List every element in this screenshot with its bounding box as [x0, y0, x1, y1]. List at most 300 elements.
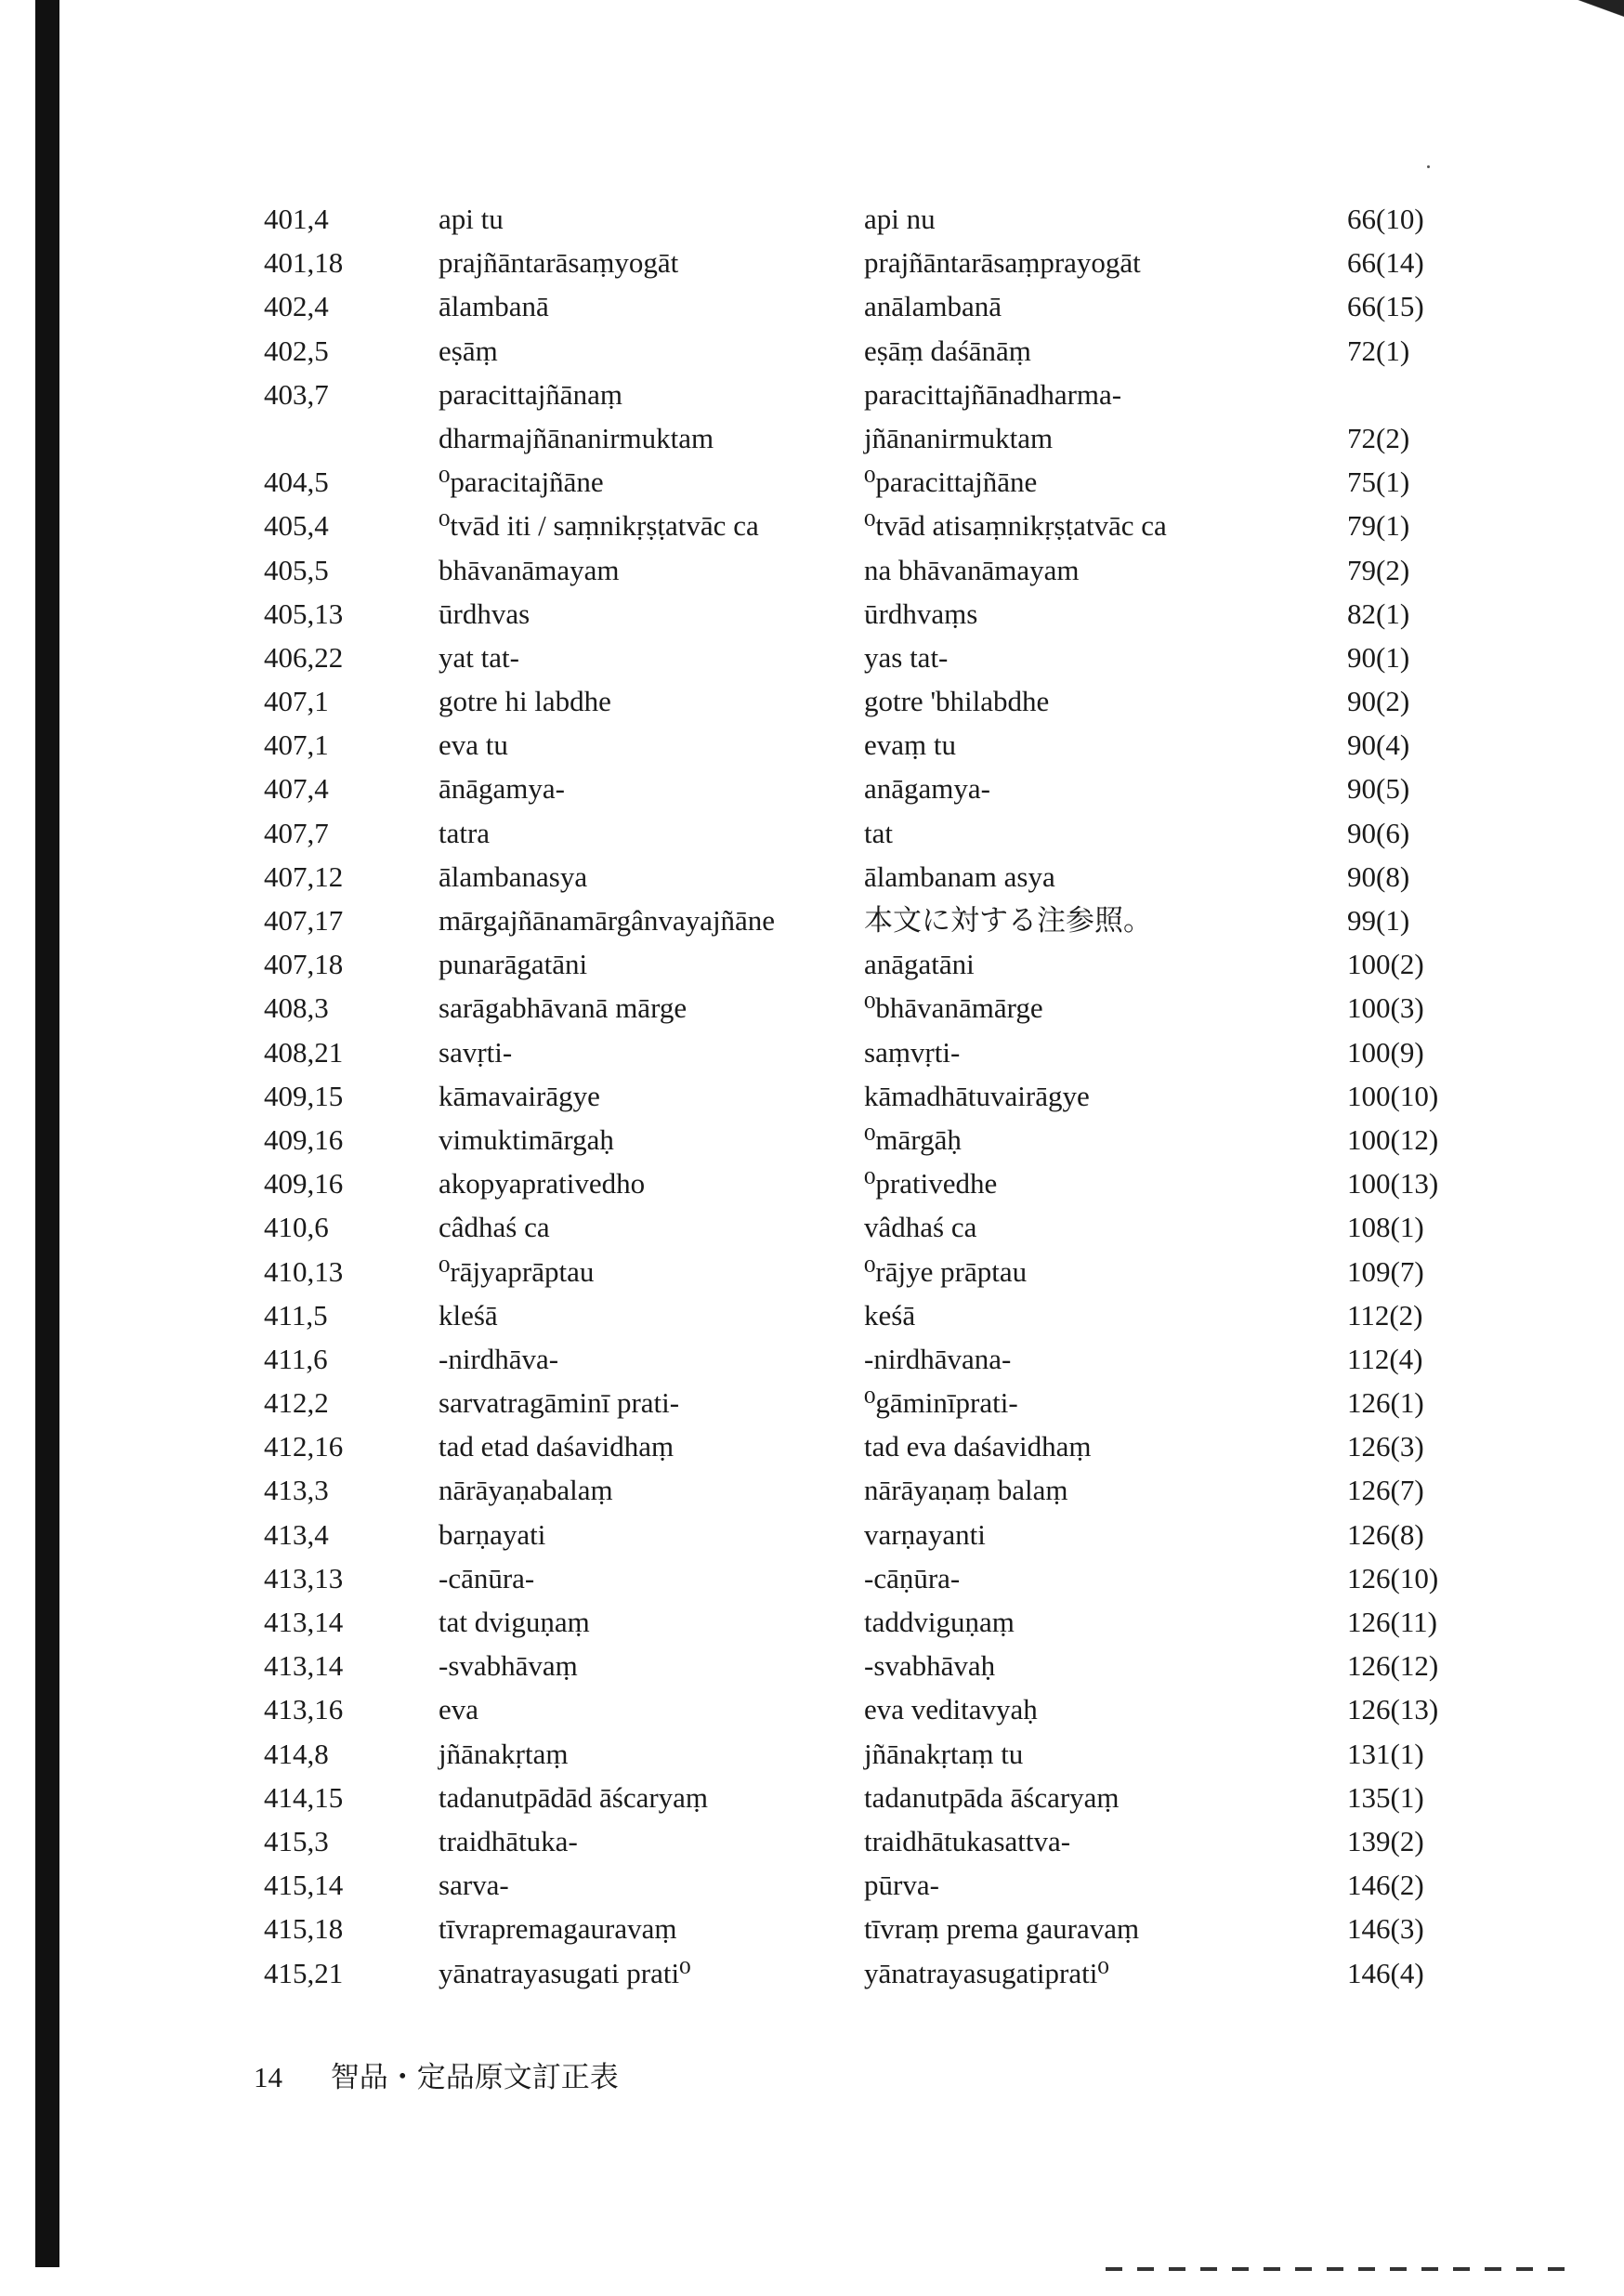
- corrected-cell: [864, 1205, 976, 1249]
- note-cell: [1347, 1424, 1424, 1468]
- ref-cell: [264, 1687, 343, 1731]
- original-cell: [439, 1030, 512, 1074]
- corrected-cell-text: saṃvṛti-: [864, 1035, 961, 1069]
- corrected-cell-text: ⁰paracittajñāne: [864, 466, 1038, 499]
- original-cell-text: câdhaś ca: [439, 1211, 550, 1244]
- corrected-cell: [864, 1556, 960, 1600]
- corrected-cell: [864, 1468, 1067, 1512]
- original-cell-text: kleśā: [439, 1298, 498, 1332]
- note-cell-text: 146(4): [1347, 1956, 1424, 1989]
- table-row: [251, 1468, 1459, 1512]
- ref-cell-text: 408,3: [264, 991, 329, 1025]
- ref-cell: [264, 1468, 329, 1512]
- ref-cell: [264, 1381, 329, 1424]
- ref-cell: [264, 329, 329, 373]
- corrected-cell: [864, 548, 1080, 592]
- ref-cell: [264, 592, 343, 636]
- corrected-cell-text: ⁰rājye prāptau: [864, 1254, 1028, 1288]
- ref-cell: [264, 1600, 343, 1644]
- note-cell-text: 66(10): [1347, 203, 1424, 235]
- note-cell: [1347, 679, 1409, 723]
- corrected-cell: [864, 1293, 915, 1337]
- table-row: [251, 1644, 1459, 1687]
- corrected-cell: [864, 1907, 1139, 1950]
- corrected-cell: [864, 1118, 962, 1161]
- original-cell-text: ālambanā: [439, 290, 549, 323]
- original-cell: [439, 1863, 509, 1907]
- note-cell-text: 126(13): [1347, 1693, 1439, 1726]
- table-row: [251, 636, 1459, 679]
- original-cell-text: jñānakṛtaṃ: [439, 1737, 569, 1770]
- ref-cell: [264, 1118, 343, 1161]
- note-cell: [1347, 1863, 1424, 1907]
- corrected-cell: [864, 241, 1141, 284]
- original-cell: [439, 1205, 550, 1249]
- ref-cell: [264, 373, 329, 416]
- ref-cell-text: 409,16: [264, 1122, 344, 1156]
- table-row: [251, 241, 1459, 284]
- original-cell-text: yānatrayasugati prati⁰: [439, 1956, 691, 1989]
- original-cell: [439, 1293, 498, 1337]
- corrected-cell-text: tad eva daśavidhaṃ: [864, 1430, 1092, 1463]
- ref-cell-text: 411,5: [264, 1298, 328, 1332]
- table-row: [251, 1863, 1459, 1907]
- original-cell-text: ālambanasya: [439, 859, 588, 893]
- note-cell-text: 100(3): [1347, 991, 1424, 1025]
- note-cell-text: 126(10): [1347, 1561, 1439, 1594]
- ref-cell-text: 402,4: [264, 290, 329, 323]
- original-cell: [439, 1819, 578, 1863]
- table-row: [251, 1074, 1459, 1118]
- note-cell: [1347, 592, 1409, 636]
- note-cell-text: 126(8): [1347, 1517, 1424, 1551]
- corrected-cell-text: prajñāntarāsaṃprayogāt: [864, 246, 1141, 280]
- corrected-cell-text: anāgamya-: [864, 772, 990, 806]
- corrected-cell-text: yānatrayasugatiprati⁰: [864, 1956, 1109, 1989]
- original-cell-text: -svabhāvaṃ: [439, 1649, 578, 1683]
- ref-cell-text: 409,16: [264, 1167, 344, 1200]
- corrected-cell-text: keśā: [864, 1298, 916, 1332]
- corrected-cell: [864, 899, 1152, 942]
- note-cell-text: 112(2): [1347, 1298, 1423, 1332]
- note-cell-text: 126(3): [1347, 1430, 1424, 1463]
- original-cell: [439, 241, 678, 284]
- original-cell: [439, 1161, 645, 1205]
- original-cell-text: api tu: [439, 203, 504, 235]
- ref-cell-text: 412,16: [264, 1430, 344, 1463]
- corrected-cell-text: evaṃ tu: [864, 728, 956, 762]
- note-cell-text: 100(12): [1347, 1122, 1439, 1156]
- ref-cell-text: 407,7: [264, 816, 329, 849]
- note-cell-text: 90(6): [1347, 816, 1410, 849]
- table-row: [251, 1513, 1459, 1556]
- corrected-cell-text: paracittajñānadharma-: [864, 377, 1122, 411]
- note-cell: [1347, 942, 1424, 986]
- ref-cell: [264, 899, 343, 942]
- ref-cell-text: 403,7: [264, 377, 329, 411]
- ref-cell: [264, 1556, 343, 1600]
- note-cell-text: 126(1): [1347, 1386, 1424, 1420]
- corrected-cell-text: api nu: [864, 203, 936, 235]
- note-cell: [1347, 1293, 1423, 1337]
- corrected-cell-text: ūrdhvaṃs: [864, 597, 978, 630]
- page-title: 智品・定品原文訂正表: [330, 2061, 619, 2093]
- ref-cell-text: 412,2: [264, 1386, 329, 1420]
- table-row: [251, 1381, 1459, 1424]
- ref-cell-text: 413,14: [264, 1649, 344, 1683]
- ref-cell-text: 407,18: [264, 948, 344, 981]
- original-cell-text: tadanutpādād āścaryaṃ: [439, 1780, 709, 1814]
- ref-cell-text: 413,16: [264, 1693, 344, 1726]
- original-cell-text: vimuktimārgaḥ: [439, 1122, 614, 1156]
- table-row: [251, 1250, 1459, 1293]
- corrected-cell-text: ⁰gāminīprati-: [864, 1386, 1018, 1420]
- note-cell-text: 82(1): [1347, 597, 1410, 630]
- ref-cell-text: 407,1: [264, 685, 329, 718]
- note-cell-text: 108(1): [1347, 1211, 1424, 1244]
- corrected-cell: [864, 1161, 997, 1205]
- original-cell-text: sarvatragāminī prati-: [439, 1386, 680, 1420]
- original-cell-text: akopyaprativedho: [439, 1167, 646, 1200]
- note-cell: [1347, 1687, 1438, 1731]
- ref-cell: [264, 679, 329, 723]
- original-cell: [439, 942, 587, 986]
- ref-cell: [264, 767, 329, 810]
- table-row: [251, 855, 1459, 899]
- table-row: [251, 1030, 1459, 1074]
- ref-cell: [264, 1205, 329, 1249]
- note-cell-text: 90(2): [1347, 685, 1410, 718]
- note-cell: [1347, 636, 1409, 679]
- original-cell-text: -nirdhāva-: [439, 1342, 559, 1375]
- table-row: [251, 1687, 1459, 1731]
- table-row: [251, 1161, 1459, 1205]
- note-cell: [1347, 241, 1424, 284]
- original-cell: [439, 1468, 613, 1512]
- page-footer: [254, 2053, 619, 2095]
- note-cell-text: 75(1): [1347, 466, 1410, 499]
- corrected-cell: [864, 1776, 1120, 1819]
- bottom-rule: [1106, 2267, 1570, 2271]
- ref-cell-text: 413,13: [264, 1561, 344, 1594]
- note-cell-text: 126(7): [1347, 1474, 1424, 1507]
- ref-cell-text: 410,6: [264, 1211, 329, 1244]
- corrected-cell-text: ⁰prativedhe: [864, 1167, 998, 1200]
- corrected-cell-text: traidhātukasattva-: [864, 1824, 1071, 1857]
- corrected-cell-text: eva veditavyaḥ: [864, 1693, 1038, 1726]
- original-cell: [439, 1644, 578, 1687]
- ref-cell-text: 409,15: [264, 1079, 344, 1112]
- corrected-cell-text: nārāyaṇaṃ balaṃ: [864, 1474, 1068, 1507]
- table-row: [251, 986, 1459, 1030]
- note-cell: [1347, 855, 1409, 899]
- original-cell-text: punarāgatāni: [439, 948, 588, 981]
- original-cell-text: sarāgabhāvanā mārge: [439, 991, 688, 1025]
- note-cell: [1347, 1250, 1424, 1293]
- note-cell-text: 146(2): [1347, 1869, 1424, 1902]
- note-cell: [1347, 1732, 1424, 1776]
- note-cell-text: 90(8): [1347, 859, 1410, 893]
- ref-cell: [264, 1819, 329, 1863]
- note-cell-text: 72(1): [1347, 334, 1410, 367]
- note-cell: [1347, 986, 1424, 1030]
- corrected-cell-text: gotre 'bhilabdhe: [864, 685, 1050, 718]
- original-cell-text: bhāvanāmayam: [439, 553, 620, 586]
- corrected-cell-text: varṇayanti: [864, 1517, 986, 1551]
- note-cell: [1347, 1951, 1424, 1995]
- original-cell-text: savṛti-: [439, 1035, 513, 1069]
- ref-cell-text: 415,3: [264, 1824, 329, 1857]
- table-row: [251, 1205, 1459, 1249]
- ref-cell: [264, 1074, 343, 1118]
- ref-cell: [264, 241, 343, 284]
- original-cell: [439, 1907, 676, 1950]
- original-cell: [439, 1687, 478, 1731]
- original-cell-text: ānāgamya-: [439, 772, 565, 806]
- corrected-cell-text: vâdhaś ca: [864, 1211, 977, 1244]
- note-cell: [1347, 1030, 1424, 1074]
- table-row: [251, 723, 1459, 767]
- note-cell-text: 131(1): [1347, 1737, 1424, 1770]
- ref-cell: [264, 1863, 343, 1907]
- note-cell: [1347, 767, 1409, 810]
- original-cell-text: ⁰rājyaprāptau: [439, 1254, 595, 1288]
- note-cell: [1347, 460, 1409, 504]
- note-cell: [1347, 548, 1409, 592]
- note-cell-text: 139(2): [1347, 1824, 1424, 1857]
- table-row: [251, 1424, 1459, 1468]
- ref-cell: [264, 1776, 343, 1819]
- ref-cell-text: 408,21: [264, 1035, 344, 1069]
- original-cell-text: tīvrapremagauravaṃ: [439, 1912, 677, 1946]
- note-cell: [1347, 1337, 1423, 1381]
- note-cell: [1347, 1556, 1438, 1600]
- note-cell: [1347, 1644, 1438, 1687]
- ref-cell: [264, 197, 329, 241]
- note-cell: [1347, 416, 1409, 460]
- table-row: [251, 460, 1459, 504]
- original-cell-text: dharmajñānanirmuktam: [439, 421, 714, 454]
- note-cell-text: 146(3): [1347, 1912, 1424, 1946]
- table-row: [251, 284, 1459, 328]
- corrected-cell: [864, 1687, 1038, 1731]
- corrected-cell-text: pūrva-: [864, 1869, 939, 1902]
- note-cell: [1347, 329, 1409, 373]
- original-cell: [439, 811, 490, 855]
- ref-cell-text: 410,13: [264, 1254, 344, 1288]
- table-row: [251, 1293, 1459, 1337]
- ref-cell: [264, 636, 343, 679]
- corrected-cell: [864, 373, 1121, 460]
- original-cell-text: ⁰tvād iti / saṃnikṛṣṭatvāc ca: [439, 509, 759, 543]
- original-cell-text: nārāyaṇabalaṃ: [439, 1474, 613, 1507]
- table-row: [251, 1337, 1459, 1381]
- original-cell-text: mārgajñānamārgânvayajñāne: [439, 904, 776, 938]
- note-cell-text: 109(7): [1347, 1254, 1424, 1288]
- corrected-cell-text: tat: [864, 816, 893, 849]
- original-cell-text: tatra: [439, 816, 491, 849]
- original-cell-text: ⁰paracitajñāne: [439, 466, 604, 499]
- corrected-cell-text: eṣāṃ daśānāṃ: [864, 334, 1031, 367]
- ref-cell-text: 415,18: [264, 1912, 344, 1946]
- ref-cell-text: 405,4: [264, 509, 329, 543]
- note-cell: [1347, 899, 1409, 942]
- corrected-cell: [864, 197, 936, 241]
- table-row: [251, 942, 1459, 986]
- corrected-cell: [864, 1819, 1070, 1863]
- corrected-cell: [864, 1030, 960, 1074]
- corrected-cell: [864, 811, 893, 855]
- ref-cell-text: 407,17: [264, 904, 344, 938]
- note-cell-text: 90(5): [1347, 772, 1410, 806]
- table-row: [251, 1907, 1459, 1950]
- original-cell-text: paracittajñānaṃ: [439, 377, 622, 411]
- note-cell-text: 72(2): [1347, 421, 1410, 454]
- note-cell-text: 79(2): [1347, 553, 1410, 586]
- corrected-cell: [864, 942, 975, 986]
- original-cell: [439, 504, 759, 547]
- corrected-cell-text: 本文に対する注参照。: [864, 904, 1152, 938]
- table-row: [251, 592, 1459, 636]
- corrected-cell: [864, 1951, 1109, 1995]
- ref-cell-text: 415,14: [264, 1869, 344, 1902]
- corrected-cell-text: jñānanirmuktam: [864, 421, 1054, 454]
- ref-cell-text: 407,12: [264, 859, 344, 893]
- ref-cell-text: 407,4: [264, 772, 329, 806]
- note-cell-text: 135(1): [1347, 1780, 1424, 1814]
- original-cell: [439, 1776, 708, 1819]
- original-cell: [439, 723, 508, 767]
- corrected-cell: [864, 1337, 1011, 1381]
- ref-cell: [264, 1644, 343, 1687]
- note-cell-text: 90(1): [1347, 640, 1410, 674]
- corrected-cell: [864, 1513, 986, 1556]
- note-cell: [1347, 1513, 1424, 1556]
- ref-cell: [264, 1030, 343, 1074]
- note-cell-text: 66(15): [1347, 290, 1424, 323]
- table-row: [251, 767, 1459, 810]
- corrected-cell: [864, 636, 948, 679]
- corrected-cell: [864, 855, 1055, 899]
- ref-cell-text: 404,5: [264, 466, 329, 499]
- original-cell: [439, 986, 687, 1030]
- table-row: [251, 548, 1459, 592]
- original-cell: [439, 855, 587, 899]
- table-row: [251, 373, 1459, 460]
- corrected-cell: [864, 329, 1031, 373]
- original-cell: [439, 1381, 679, 1424]
- note-cell-text: 100(13): [1347, 1167, 1439, 1200]
- table-row: [251, 329, 1459, 373]
- corrected-cell-text: tadanutpāda āścaryaṃ: [864, 1780, 1120, 1814]
- ref-cell: [264, 986, 329, 1030]
- original-cell: [439, 1556, 534, 1600]
- note-cell-text: 99(1): [1347, 904, 1410, 938]
- ref-cell-text: 401,4: [264, 203, 329, 235]
- note-cell-text: 112(4): [1347, 1342, 1423, 1375]
- corner-mark: [1568, 0, 1624, 20]
- corrected-cell-text: na bhāvanāmayam: [864, 553, 1080, 586]
- original-cell: [439, 197, 504, 241]
- ref-cell-text: 411,6: [264, 1342, 328, 1375]
- note-cell-text: 100(2): [1347, 948, 1424, 981]
- note-cell-text: 100(9): [1347, 1035, 1424, 1069]
- note-cell: [1347, 197, 1424, 241]
- corrected-cell: [864, 1250, 1027, 1293]
- ref-cell: [264, 1513, 329, 1556]
- original-cell-text: prajñāntarāsaṃyogāt: [439, 246, 679, 280]
- corrected-cell: [864, 986, 1043, 1030]
- note-cell: [1347, 1468, 1424, 1512]
- original-cell: [439, 592, 530, 636]
- corrected-cell-text: taddviguṇaṃ: [864, 1606, 1015, 1639]
- note-cell-text: 100(10): [1347, 1079, 1439, 1112]
- corrected-cell: [864, 723, 956, 767]
- corrected-cell-text: -nirdhāvana-: [864, 1342, 1012, 1375]
- original-cell-text: kāmavairāgye: [439, 1079, 600, 1112]
- note-cell: [1347, 1074, 1438, 1118]
- ref-cell: [264, 504, 329, 547]
- table-row: [251, 1600, 1459, 1644]
- corrected-cell-text: anālambanā: [864, 290, 1002, 323]
- ref-cell-text: 405,13: [264, 597, 344, 630]
- ref-cell: [264, 1293, 328, 1337]
- table-row: [251, 504, 1459, 547]
- ref-cell: [264, 1424, 343, 1468]
- note-cell-text: 126(12): [1347, 1649, 1439, 1683]
- original-cell-text: ūrdhvas: [439, 597, 530, 630]
- ref-cell: [264, 284, 329, 328]
- corrected-cell: [864, 1074, 1090, 1118]
- original-cell: [439, 1424, 674, 1468]
- table-row: [251, 197, 1459, 241]
- note-cell-text: 66(14): [1347, 246, 1424, 280]
- original-cell: [439, 1337, 558, 1381]
- ref-cell: [264, 548, 329, 592]
- corrected-cell: [864, 284, 1002, 328]
- ref-cell-text: 413,3: [264, 1474, 329, 1507]
- ref-cell: [264, 1161, 343, 1205]
- ref-cell-text: 414,8: [264, 1737, 329, 1770]
- original-cell: [439, 373, 714, 460]
- corrected-cell-text: ālambanam asya: [864, 859, 1055, 893]
- original-cell: [439, 1513, 545, 1556]
- corrected-cell-text: ⁰mārgāḥ: [864, 1122, 962, 1156]
- original-cell-text: eva: [439, 1693, 479, 1726]
- original-cell: [439, 1732, 568, 1776]
- ref-cell-text: 401,18: [264, 246, 344, 280]
- ref-cell: [264, 855, 343, 899]
- original-cell: [439, 548, 620, 592]
- ref-cell: [264, 723, 329, 767]
- corrected-cell-text: jñānakṛtaṃ tu: [864, 1737, 1024, 1770]
- original-cell: [439, 460, 604, 504]
- original-cell-text: yat tat-: [439, 640, 519, 674]
- note-cell-text: 90(4): [1347, 728, 1410, 762]
- ref-cell: [264, 1907, 343, 1950]
- table-row: [251, 1118, 1459, 1161]
- corrected-cell-text: ⁰tvād atisaṃnikṛṣṭatvāc ca: [864, 509, 1167, 543]
- table-row: [251, 1951, 1459, 1995]
- original-cell-text: eva tu: [439, 728, 508, 762]
- original-cell: [439, 1074, 600, 1118]
- ref-cell: [264, 942, 343, 986]
- table-row: [251, 1819, 1459, 1863]
- ref-cell: [264, 811, 329, 855]
- ref-cell-text: 402,5: [264, 334, 329, 367]
- note-cell: [1347, 1161, 1438, 1205]
- original-cell: [439, 1600, 590, 1644]
